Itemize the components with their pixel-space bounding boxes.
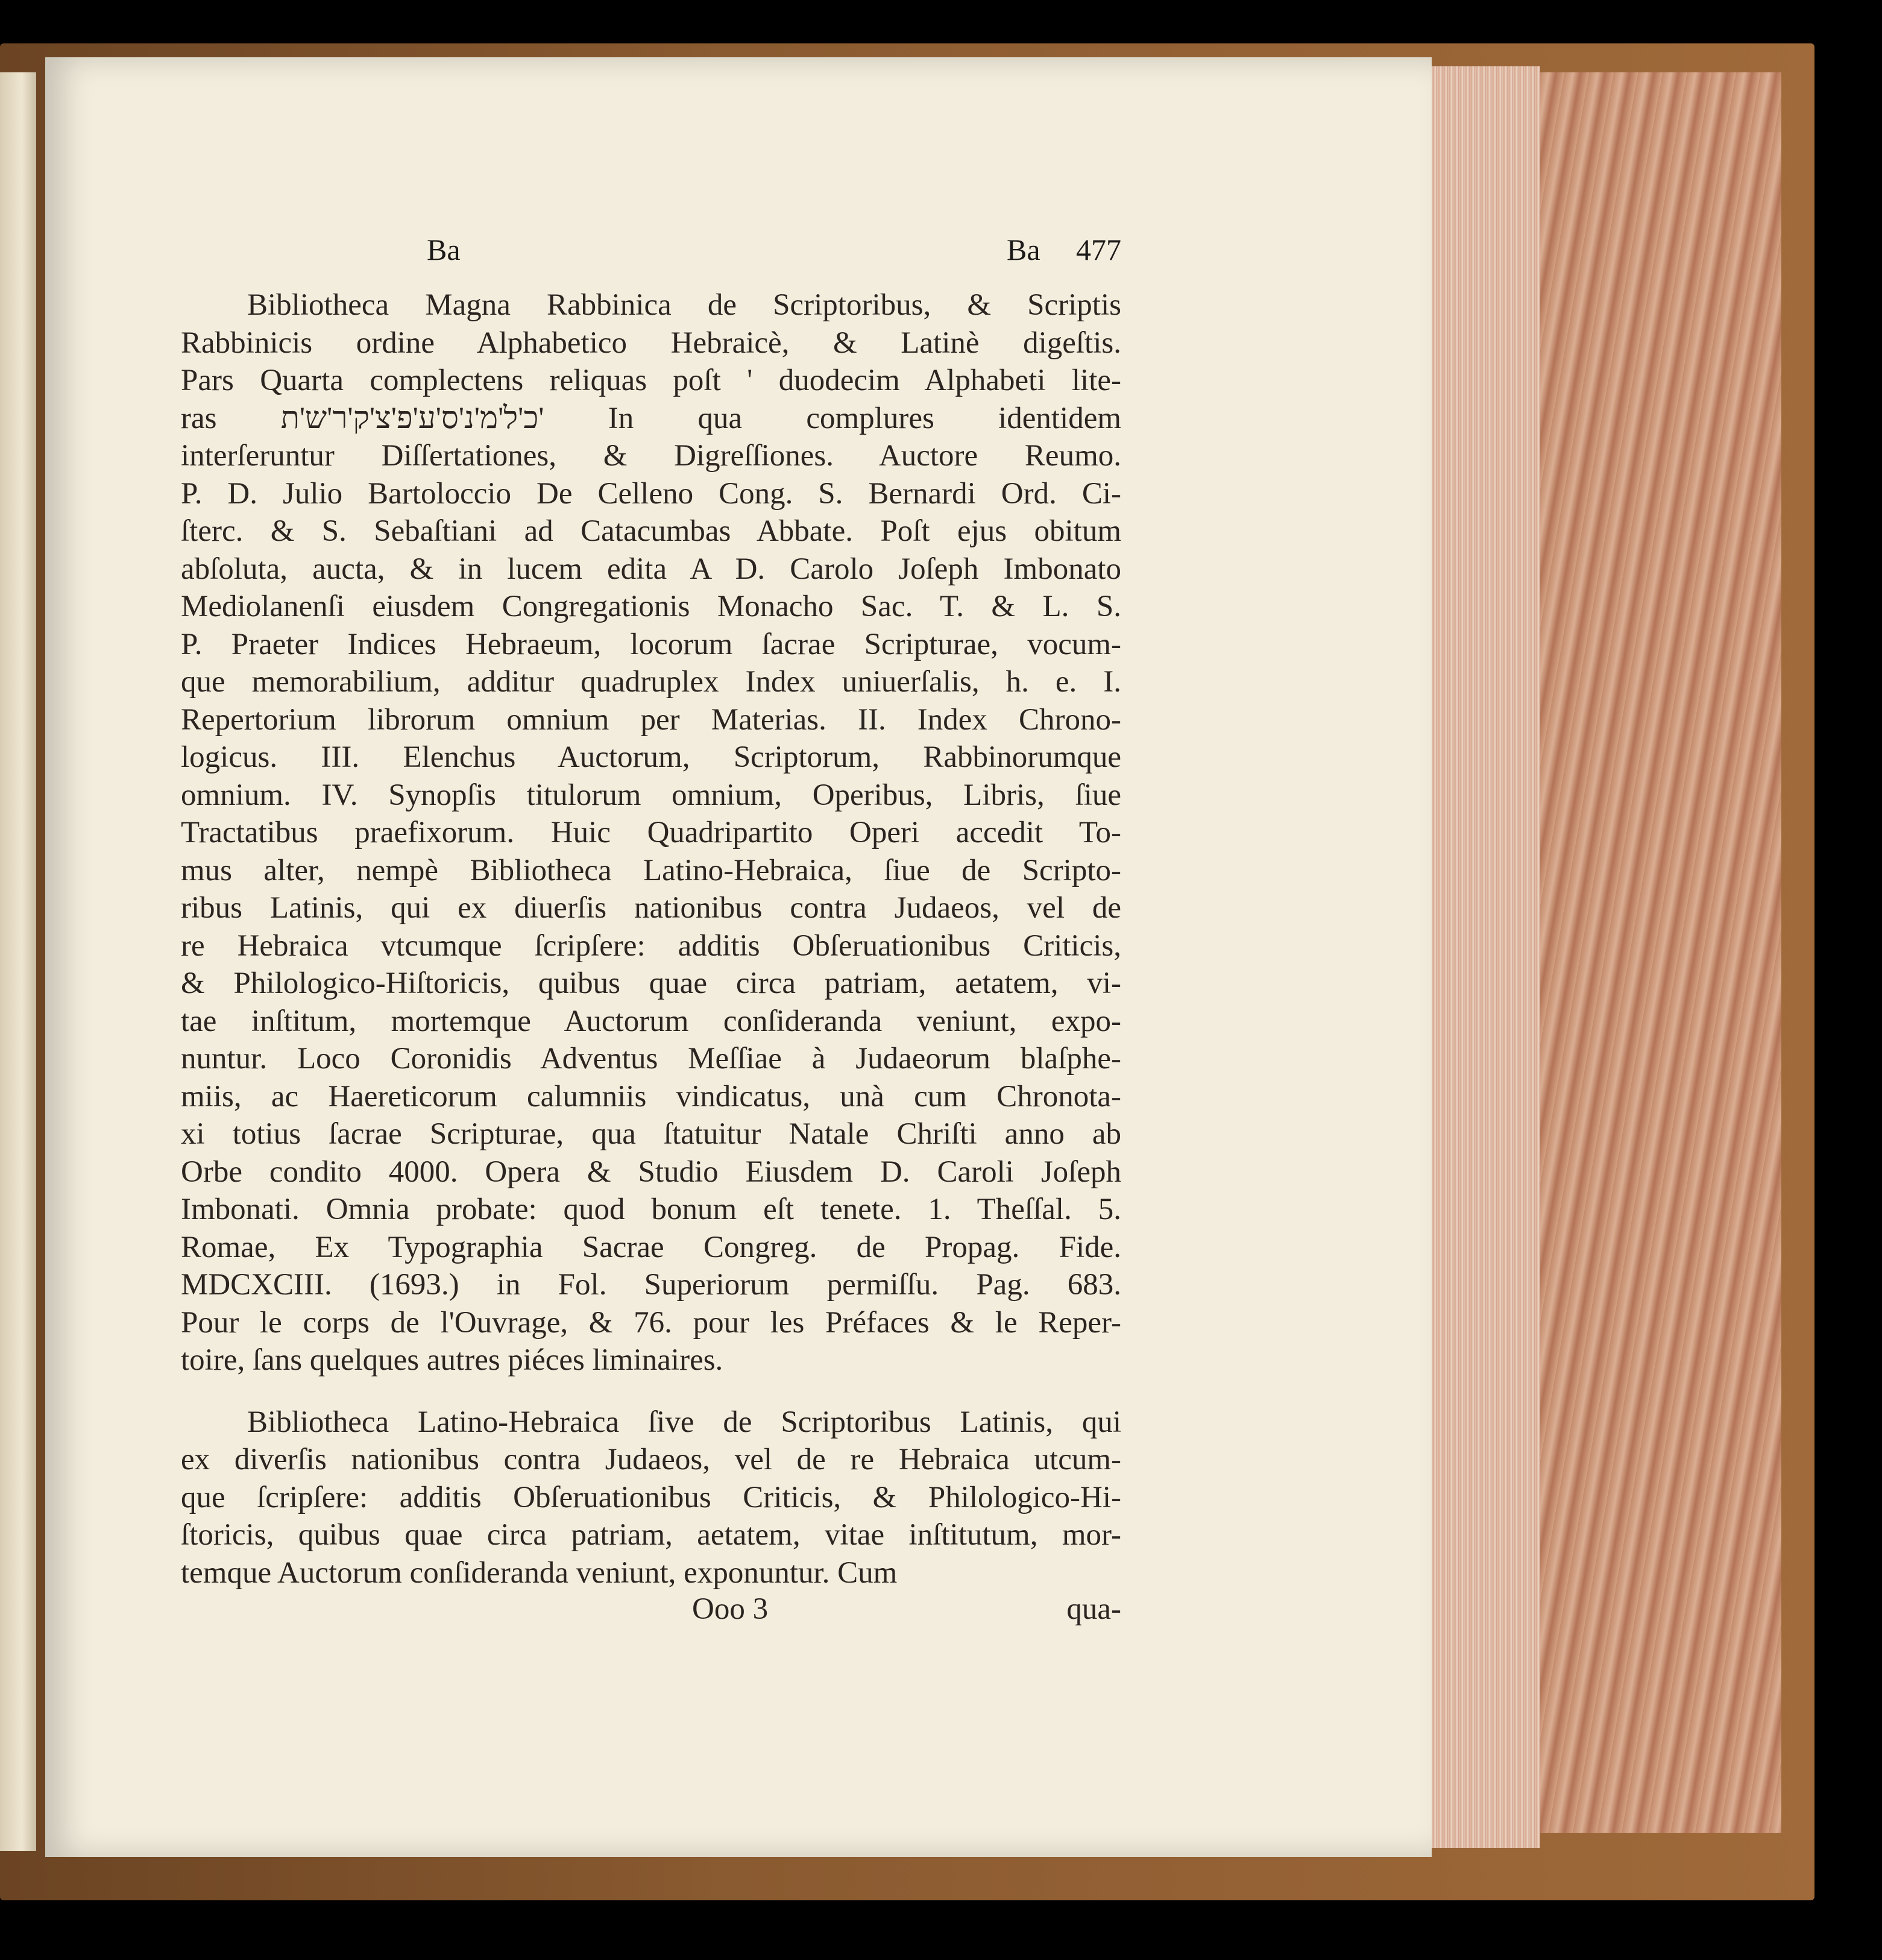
page-number: 477 <box>1076 233 1121 266</box>
marbled-edge <box>1540 72 1781 1833</box>
page-text <box>181 232 1121 1634</box>
text-line: mus alter, nempè Bibliotheca Latino-Hebraica, ſiue de Scripto- <box>181 853 1121 887</box>
page-edges <box>1432 66 1540 1848</box>
text-line: miis, ac Haereticorum calumniis vindicatus, unà cum Chronota- <box>181 1079 1121 1114</box>
text-line: temque Auctorum conſideranda veniunt, exponuntur. Cum <box>181 1555 898 1590</box>
header-left: Ba <box>427 233 461 266</box>
text-line: Mediolanenſi eiusdem Congregationis Monacho Sac. T. & L. S. <box>181 590 1121 623</box>
paragraph-1 <box>181 286 1121 1379</box>
facing-page-edge <box>0 72 36 1851</box>
text-line: ſterc. & S. Sebaſtiani ad Catacumbas Abbate. Poſt ejus obitum <box>181 514 1121 548</box>
text-line: interſeruntur Diſſertationes, & Digreſſiones. Auctore Reumo. <box>181 439 1121 473</box>
text-line: tae inſtitum, mortemque Auctorum conſideranda veniunt, expo- <box>181 1004 1121 1038</box>
text-line: Bibliotheca Magna Rabbinica de Scriptoribus, & Scriptis <box>247 288 1121 322</box>
text-line: Tractatibus praefixorum. Huic Quadripartito Operi accedit To- <box>181 816 1121 849</box>
text-line: abſoluta, aucta, & in lucem edita A D. Carolo Joſeph Imbonato <box>181 552 1121 586</box>
signature-mark: Ooo 3 <box>692 1592 769 1626</box>
text-line: que ſcripſere: additis Obſeruationibus Criticis, & Philologico-Hi- <box>181 1480 1121 1514</box>
header-center: Ba <box>1007 233 1040 266</box>
text-line: P. D. Julio Bartoloccio De Celleno Cong. S. Bernardi Ord. Ci- <box>181 476 1121 511</box>
paragraph-2 <box>181 1404 1121 1592</box>
text-line: ex diverſis nationibus contra Judaeos, vel de re Hebraica utcum- <box>181 1443 1121 1476</box>
catchword: qua- <box>1066 1592 1121 1626</box>
text-line: & Philologico-Hiſtoricis, quibus quae circa patriam, aetatem, vi- <box>181 966 1121 1000</box>
text-line: xi totius ſacrae Scripturae, qua ſtatuitur Natale Chriſti anno ab <box>181 1117 1121 1151</box>
text-line: re Hebraica vtcumque ſcripſere: additis Obſeruationibus Criticis, <box>181 928 1121 963</box>
text-line: nuntur. Loco Coronidis Adventus Meſſiae à Judaeorum blaſphe- <box>181 1042 1121 1076</box>
text-line: ſtoricis, quibus quae circa patriam, aetatem, vitae inſtitutum, mor- <box>181 1518 1121 1552</box>
text-line: Pars Quarta complectens reliquas poſt ' duodecim Alphabeti lite- <box>181 364 1121 397</box>
page-footer <box>181 1592 1121 1634</box>
text-line: Romae, Ex Typographia Sacrae Congreg. de Propag. Fide. <box>181 1230 1121 1264</box>
text-line: Repertorium librorum omnium per Materias. II. Index Chrono- <box>181 702 1121 737</box>
text-line: ras כ'ל'מ'נ'ס'ע'פ'צ'ק'ר'ש'ת' In qua complures identidem <box>181 401 1122 435</box>
text-line: Pour le corps de l'Ouvrage, & 76. pour les Préfaces & le Reper- <box>181 1305 1121 1340</box>
text-line: toire, ſans quelques autres piéces liminaires. <box>181 1343 723 1377</box>
running-header <box>181 232 1121 286</box>
text-line: P. Praeter Indices Hebraeum, locorum ſacrae Scripturae, vocum- <box>181 627 1121 661</box>
text-line: logicus. III. Elenchus Auctorum, Scriptorum, Rabbinorumque <box>181 740 1121 774</box>
text-line: omnium. IV. Synopſis titulorum omnium, Operibus, Libris, ſiue <box>181 778 1121 812</box>
text-line: Orbe condito 4000. Opera & Studio Eiusdem D. Caroli Joſeph <box>181 1155 1121 1189</box>
text-line: MDCXCIII. (1693.) in Fol. Superiorum permiſſu. Pag. 683. <box>181 1268 1121 1302</box>
text-line: ribus Latinis, qui ex diuerſis nationibus contra Judaeos, vel de <box>181 891 1121 925</box>
text-line: Rabbinicis ordine Alphabetico Hebraicè, & Latinè digeſtis. <box>181 326 1121 360</box>
text-line: que memorabilium, additur quadruplex Index uniuerſalis, h. e. I. <box>181 665 1121 699</box>
text-line: Bibliotheca Latino-Hebraica ſive de Scriptoribus Latinis, qui <box>247 1405 1121 1439</box>
text-line: Imbonati. Omnia probate: quod bonum eſt tenete. 1. Theſſal. 5. <box>181 1193 1121 1226</box>
